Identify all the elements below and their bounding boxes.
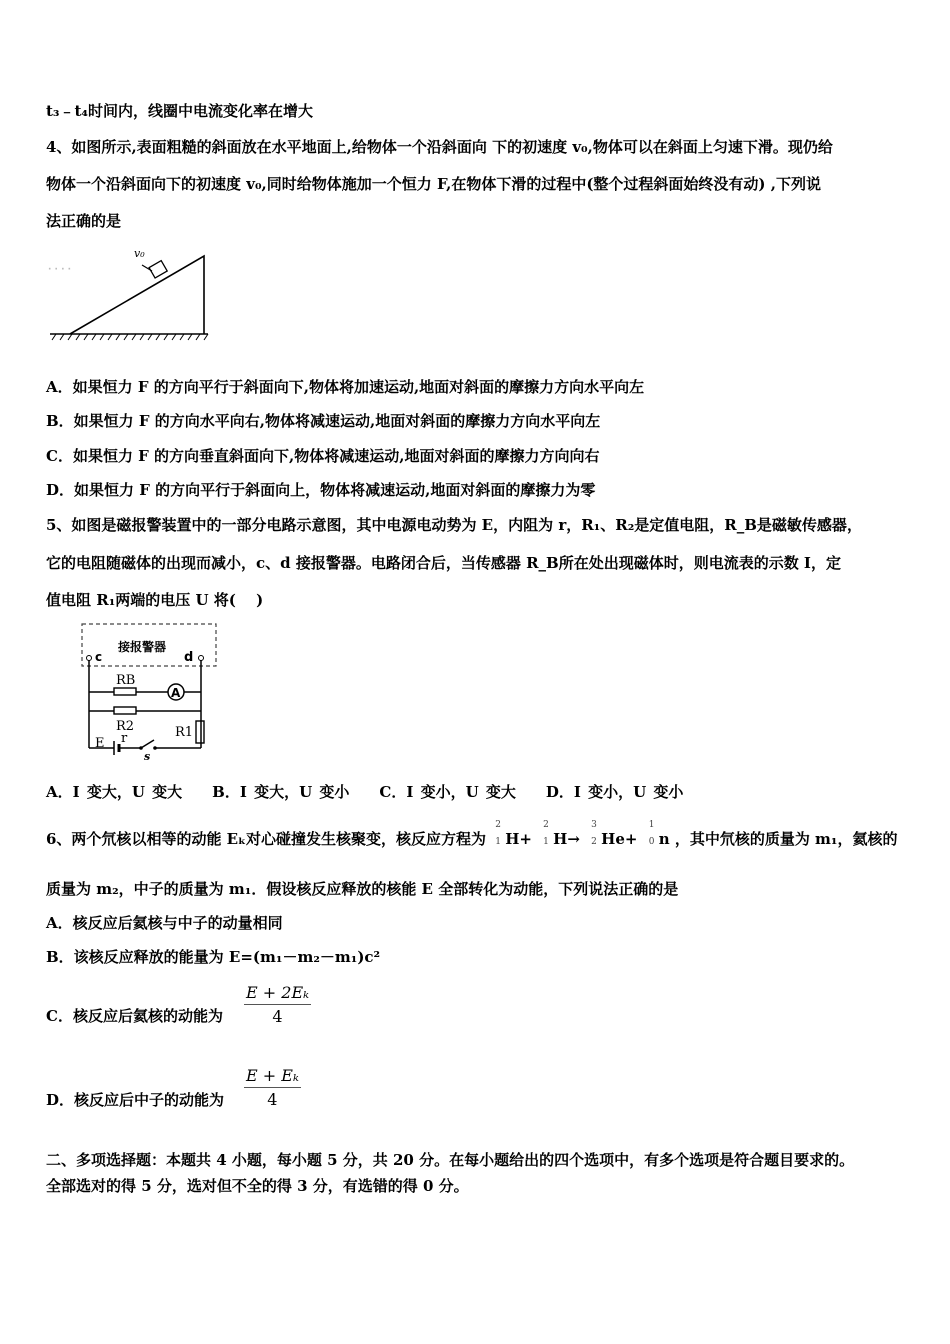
alarm-label: 接报警器	[118, 640, 167, 654]
switch-label: s	[144, 750, 151, 762]
svg-text:· · · ·: · · · ·	[48, 265, 72, 275]
q4-stem-line2: 物体一个沿斜面向下的初速度 v₀,同时给物体施加一个恒力 F,在物体下滑的过程中(整个过程斜面始终没有动) ,下列说	[46, 175, 821, 193]
internal-r-label: r	[121, 731, 128, 746]
q5-options: A．I 变大，U 变大 B．I 变大，U 变小 C．I 变小，U 变大 D．I 变小，U 变小	[46, 783, 684, 801]
q6-stem-line2: 质量为 m₂，中子的质量为 m₁．假设核反应释放的核能 E 全部转化为动能，下列说法正确的是	[46, 880, 679, 898]
q4-stem-line1: 4、如图所示,表面粗糙的斜面放在水平地面上,给物体一个沿斜面向 下的初速度 v₀,物体可以在斜面上匀速下滑。现仍给	[46, 138, 833, 156]
q4-option-c: C．如果恒力 F 的方向垂直斜面向下,物体将减速运动,地面对斜面的摩擦力方向向右	[46, 447, 600, 465]
circuit-diagram	[78, 620, 228, 762]
q4-option-b: B．如果恒力 F 的方向水平向右,物体将减速运动,地面对斜面的摩擦力方向水平向左	[46, 412, 601, 430]
q4-option-a: A．如果恒力 F 的方向平行于斜面向下,物体将加速运动,地面对斜面的摩擦力方向水平向左	[46, 378, 645, 396]
q6-option-c-denominator: 4	[272, 1007, 283, 1026]
incline-figure	[44, 244, 214, 344]
q6-option-a: A．核反应后氦核与中子的动量相同	[46, 914, 283, 932]
q6-option-d-denominator: 4	[267, 1090, 278, 1109]
r2-label: R2	[116, 719, 135, 734]
section2-heading-line2: 全部选对的得 5 分，选对但不全的得 3 分，有选错的得 0 分。	[46, 1177, 469, 1195]
q6-stem-part2: ，其中氘核的质量为 m₁，氦核的	[674, 830, 898, 848]
q5-stem-line2: 它的电阻随磁体的出现而减小，c、d 接报警器。电路闭合后，当传感器 R_B所在处出现磁体时，则电流表的示数 I，定	[46, 554, 841, 572]
q4-option-d: D．如果恒力 F 的方向平行于斜面向上，物体将减速运动,地面对斜面的摩擦力为零	[46, 481, 596, 499]
q5-stem-line3: 值电阻 R₁两端的电压 U 将( )	[46, 591, 264, 609]
q6-option-b: B．该核反应释放的能量为 E=(m₁－m₂－m₁)c²	[46, 948, 381, 966]
q4-stem-line3: 法正确的是	[46, 212, 122, 230]
q6-option-d-fraction	[244, 1066, 301, 1109]
ammeter-label: A	[171, 686, 181, 700]
terminal-c: c	[95, 650, 103, 664]
deuteron-2: 2 1 H→	[543, 820, 580, 848]
deuteron-1: 2 1 H+	[495, 820, 532, 848]
q6-option-d-numerator: E + Eₖ	[244, 1066, 301, 1088]
q3-option-d: t₃﹣t₄时间内，线圈中电流变化率在增大	[46, 102, 313, 120]
neutron: 1 0 n	[648, 820, 670, 848]
q6-option-c: C．核反应后氦核的动能为	[46, 1007, 223, 1025]
r1-label: R1	[175, 725, 194, 740]
section2-heading-line1: 二、多项选择题：本题共 4 小题，每小题 5 分，共 20 分。在每小题给出的四个选项中，有多个选项是符合题目要求的。	[46, 1151, 855, 1169]
q5-stem-line1: 5、如图是磁报警装置中的一部分电路示意图，其中电源电动势为 E，内阻为 r，R₁、R₂是定值电阻，R_B是磁敏传感器，	[46, 516, 862, 534]
rb-label: RB	[116, 673, 136, 688]
q6-stem-line1	[46, 820, 898, 849]
v0-label: v₀	[134, 247, 145, 260]
q6-option-c-numerator: E + 2Eₖ	[244, 983, 311, 1005]
q6-stem-part1: 6、两个氘核以相等的动能 Eₖ对心碰撞发生核聚变，核反应方程为	[46, 830, 486, 848]
helium-3: 3 2 He+	[591, 820, 638, 848]
q6-option-c-fraction	[244, 983, 311, 1026]
terminal-d: d	[184, 650, 194, 665]
q6-option-d: D．核反应后中子的动能为	[46, 1091, 225, 1109]
emf-label: E	[95, 736, 105, 751]
